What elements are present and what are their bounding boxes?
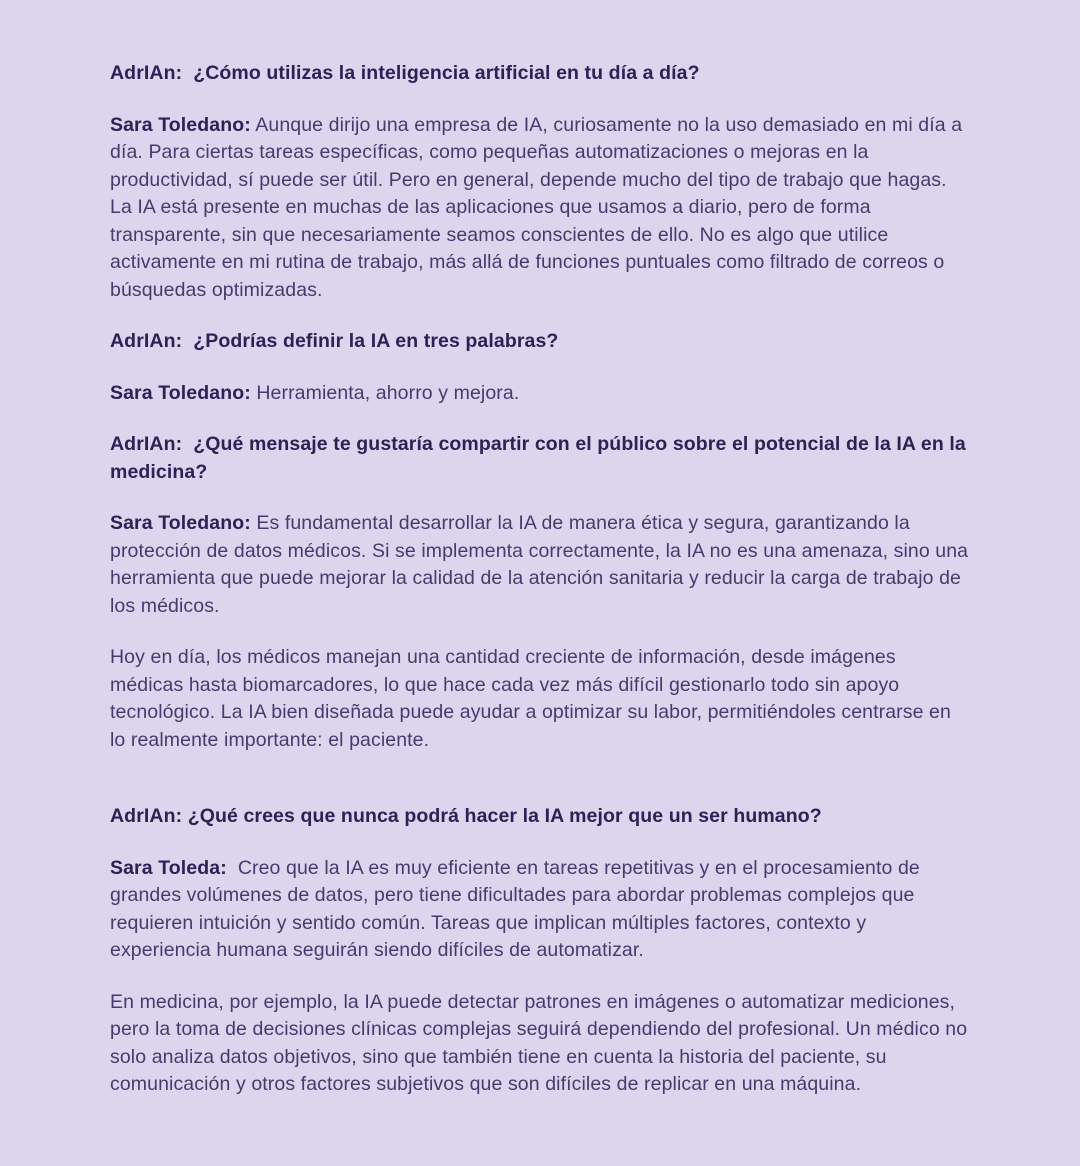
interview-answer — [110, 112, 970, 305]
speaker-name: AdrIAn: — [110, 805, 183, 827]
answer-text: Herramienta, ahorro y mejora. — [250, 381, 520, 404]
interview-question — [110, 60, 970, 88]
interview-question — [110, 431, 970, 486]
interview-answer — [110, 510, 974, 620]
interview-question — [110, 328, 970, 356]
speaker-name: Sara Toleda: — [110, 856, 227, 879]
answer-text: En medicina, por ejemplo, la IA puede detectar patrones en imágenes o automatizar mediciones, pero la toma de decisiones clínicas complejas seguirá dependiendo del profesional. Un médico no solo analiza datos objetivos, sino que también tiene en cuenta la historia del paciente, su comunicación y otros factores subjetivos que son difíciles de replicar en una máquina. — [110, 990, 973, 1095]
interview-answer — [110, 855, 970, 965]
interview-answer-continuation — [110, 989, 973, 1099]
interview-question — [110, 803, 970, 831]
speaker-name: Sara Toledano: — [110, 381, 251, 404]
interview-answer — [110, 380, 970, 408]
question-text: ¿Podrías definir la IA en tres palabras? — [182, 330, 559, 352]
question-text: ¿Cómo utilizas la inteligencia artificial en tu día a día? — [182, 62, 700, 84]
question-text: ¿Qué crees que nunca podrá hacer la IA mejor que un ser humano? — [182, 805, 822, 827]
answer-text: Creo que la IA es muy eficiente en tareas repetitivas y en el procesamiento de grandes volúmenes de datos, pero tiene dificultades para abordar problemas complejos que requieren intuición y sentido común. Tareas que implican múltiples factores, contexto y experiencia humana seguirán siendo difíciles de automatizar. — [110, 856, 926, 961]
speaker-name: Sara Toledano: — [110, 512, 251, 534]
answer-text: Aunque dirijo una empresa de IA, curiosamente no la uso demasiado en mi día a día. Para ciertas tareas específicas, como pequeñas automatizaciones o mejoras en la productividad, sí puede ser útil. Pero en general, depende mucho del tipo de trabajo que hagas. La IA está presente en muchas de las aplicaciones que usamos a diario, pero de forma transparente, sin que necesariamente seamos conscientes de ello. No es algo que utilice activamente en mi rutina de trabajo, más allá de funciones puntuales como filtrado de correos o búsquedas optimizadas. — [110, 113, 968, 301]
speaker-name: AdrIAn: — [110, 62, 183, 84]
answer-text: Es fundamental desarrollar la IA de manera ética y segura, garantizando la protección de datos médicos. Si se implementa correctamente, la IA no es una amenaza, sino una herramienta que puede mejorar la calidad de la atención sanitaria y reducir la carga de trabajo de los médicos. — [110, 512, 974, 617]
interview-answer-continuation — [110, 644, 970, 754]
speaker-name: Sara Toledano: — [110, 113, 251, 136]
speaker-name: AdrIAn: — [110, 433, 183, 455]
question-text: ¿Qué mensaje te gustaría compartir con el público sobre el potencial de la IA en la medicina? — [110, 433, 972, 483]
answer-text: Hoy en día, los médicos manejan una cantidad creciente de información, desde imágenes médicas hasta biomarcadores, lo que hace cada vez más difícil gestionarlo todo sin apoyo tecnológico. La IA bien diseñada puede ayudar a optimizar su labor, permitiéndoles centrarse en lo realmente importante: el paciente. — [110, 646, 957, 751]
speaker-name: AdrIAn: — [110, 330, 183, 352]
